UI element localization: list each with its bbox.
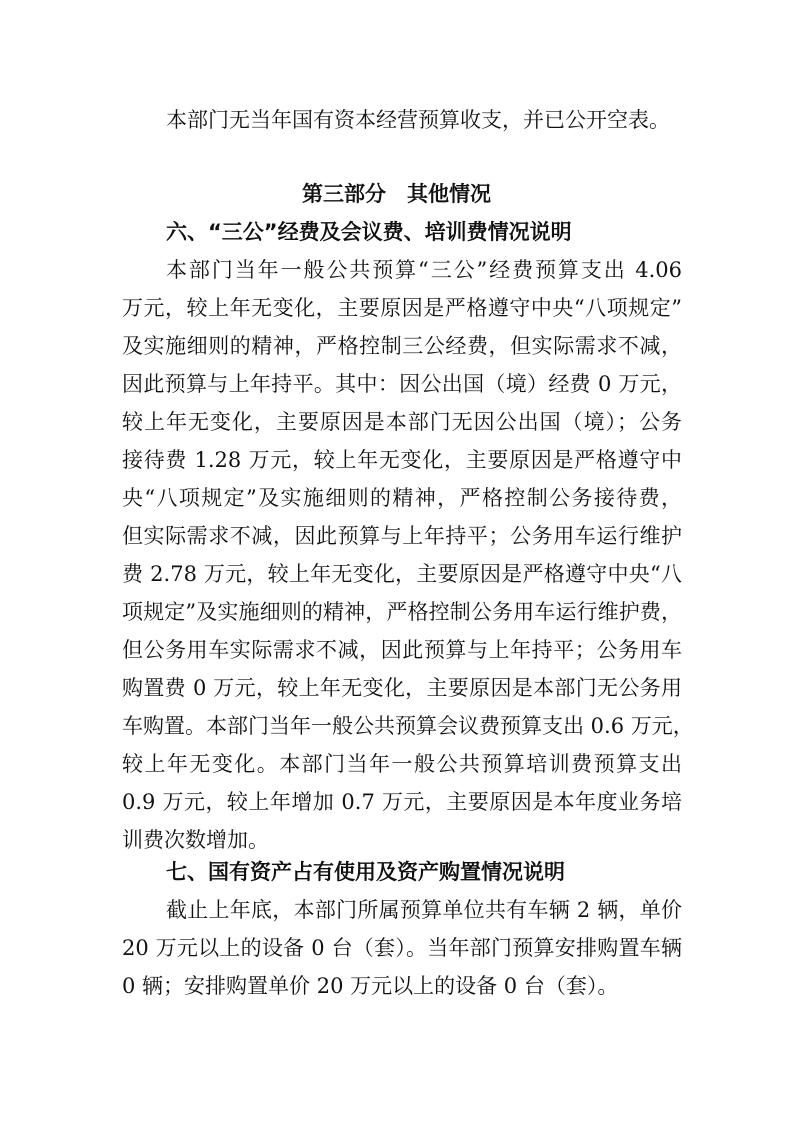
part-title: 第三部分 其他情况: [302, 182, 491, 206]
section-6-line: 训费次数增加。: [122, 828, 269, 852]
section-6-line: 购置费 0 万元，较上年无变化，主要原因是本部门无公务用: [122, 676, 682, 700]
section-6-line: 0.9 万元，较上年增加 0.7 万元，主要原因是本年度业务培: [122, 790, 682, 814]
section-6-line: 较上年无变化。本部门当年一般公共预算培训费预算支出: [122, 752, 682, 776]
section-7-line: 20 万元以上的设备 0 台（套）。当年部门预算安排购置车辆: [122, 936, 682, 960]
section-6-line: 及实施细则的精神，严格控制三公经费，但实际需求不减，: [122, 334, 682, 358]
section-6-line: 央“八项规定”及实施细则的精神，严格控制公务接待费，: [122, 486, 682, 510]
section-6-line: 但实际需求不减，因此预算与上年持平；公务用车运行维护: [122, 524, 682, 548]
section-6-line: 车购置。本部门当年一般公共预算会议费预算支出 0.6 万元，: [122, 714, 694, 738]
section-6-line: 项规定”及实施细则的精神，严格控制公务用车运行维护费，: [122, 600, 682, 624]
section-7-line: 0 辆；安排购置单价 20 万元以上的设备 0 台（套）。: [122, 974, 619, 998]
section-6-line: 万元，较上年无变化，主要原因是严格遵守中央“八项规定”: [122, 296, 682, 320]
section-6-line: 因此预算与上年持平。其中：因公出国（境）经费 0 万元，: [122, 372, 682, 396]
section-6-line: 本部门当年一般公共预算“三公”经费预算支出 4.06: [166, 258, 682, 282]
section-7-heading: 七、国有资产占有使用及资产购置情况说明: [166, 860, 565, 884]
section-6-line: 但公务用车实际需求不减，因此预算与上年持平；公务用车: [122, 638, 682, 662]
section-6-line: 较上年无变化，主要原因是本部门无因公出国（境）；公务: [122, 410, 682, 434]
section-7-line: 截止上年底，本部门所属预算单位共有车辆 2 辆，单价: [166, 898, 682, 922]
section-6-line: 费 2.78 万元，较上年无变化，主要原因是严格遵守中央“八: [122, 562, 682, 586]
section-6-heading: 六、“三公”经费及会议费、培训费情况说明: [166, 220, 572, 244]
intro-paragraph: 本部门无当年国有资本经营预算收支，并已公开空表。: [166, 108, 670, 132]
section-6-line: 接待费 1.28 万元，较上年无变化，主要原因是严格遵守中: [122, 448, 682, 472]
